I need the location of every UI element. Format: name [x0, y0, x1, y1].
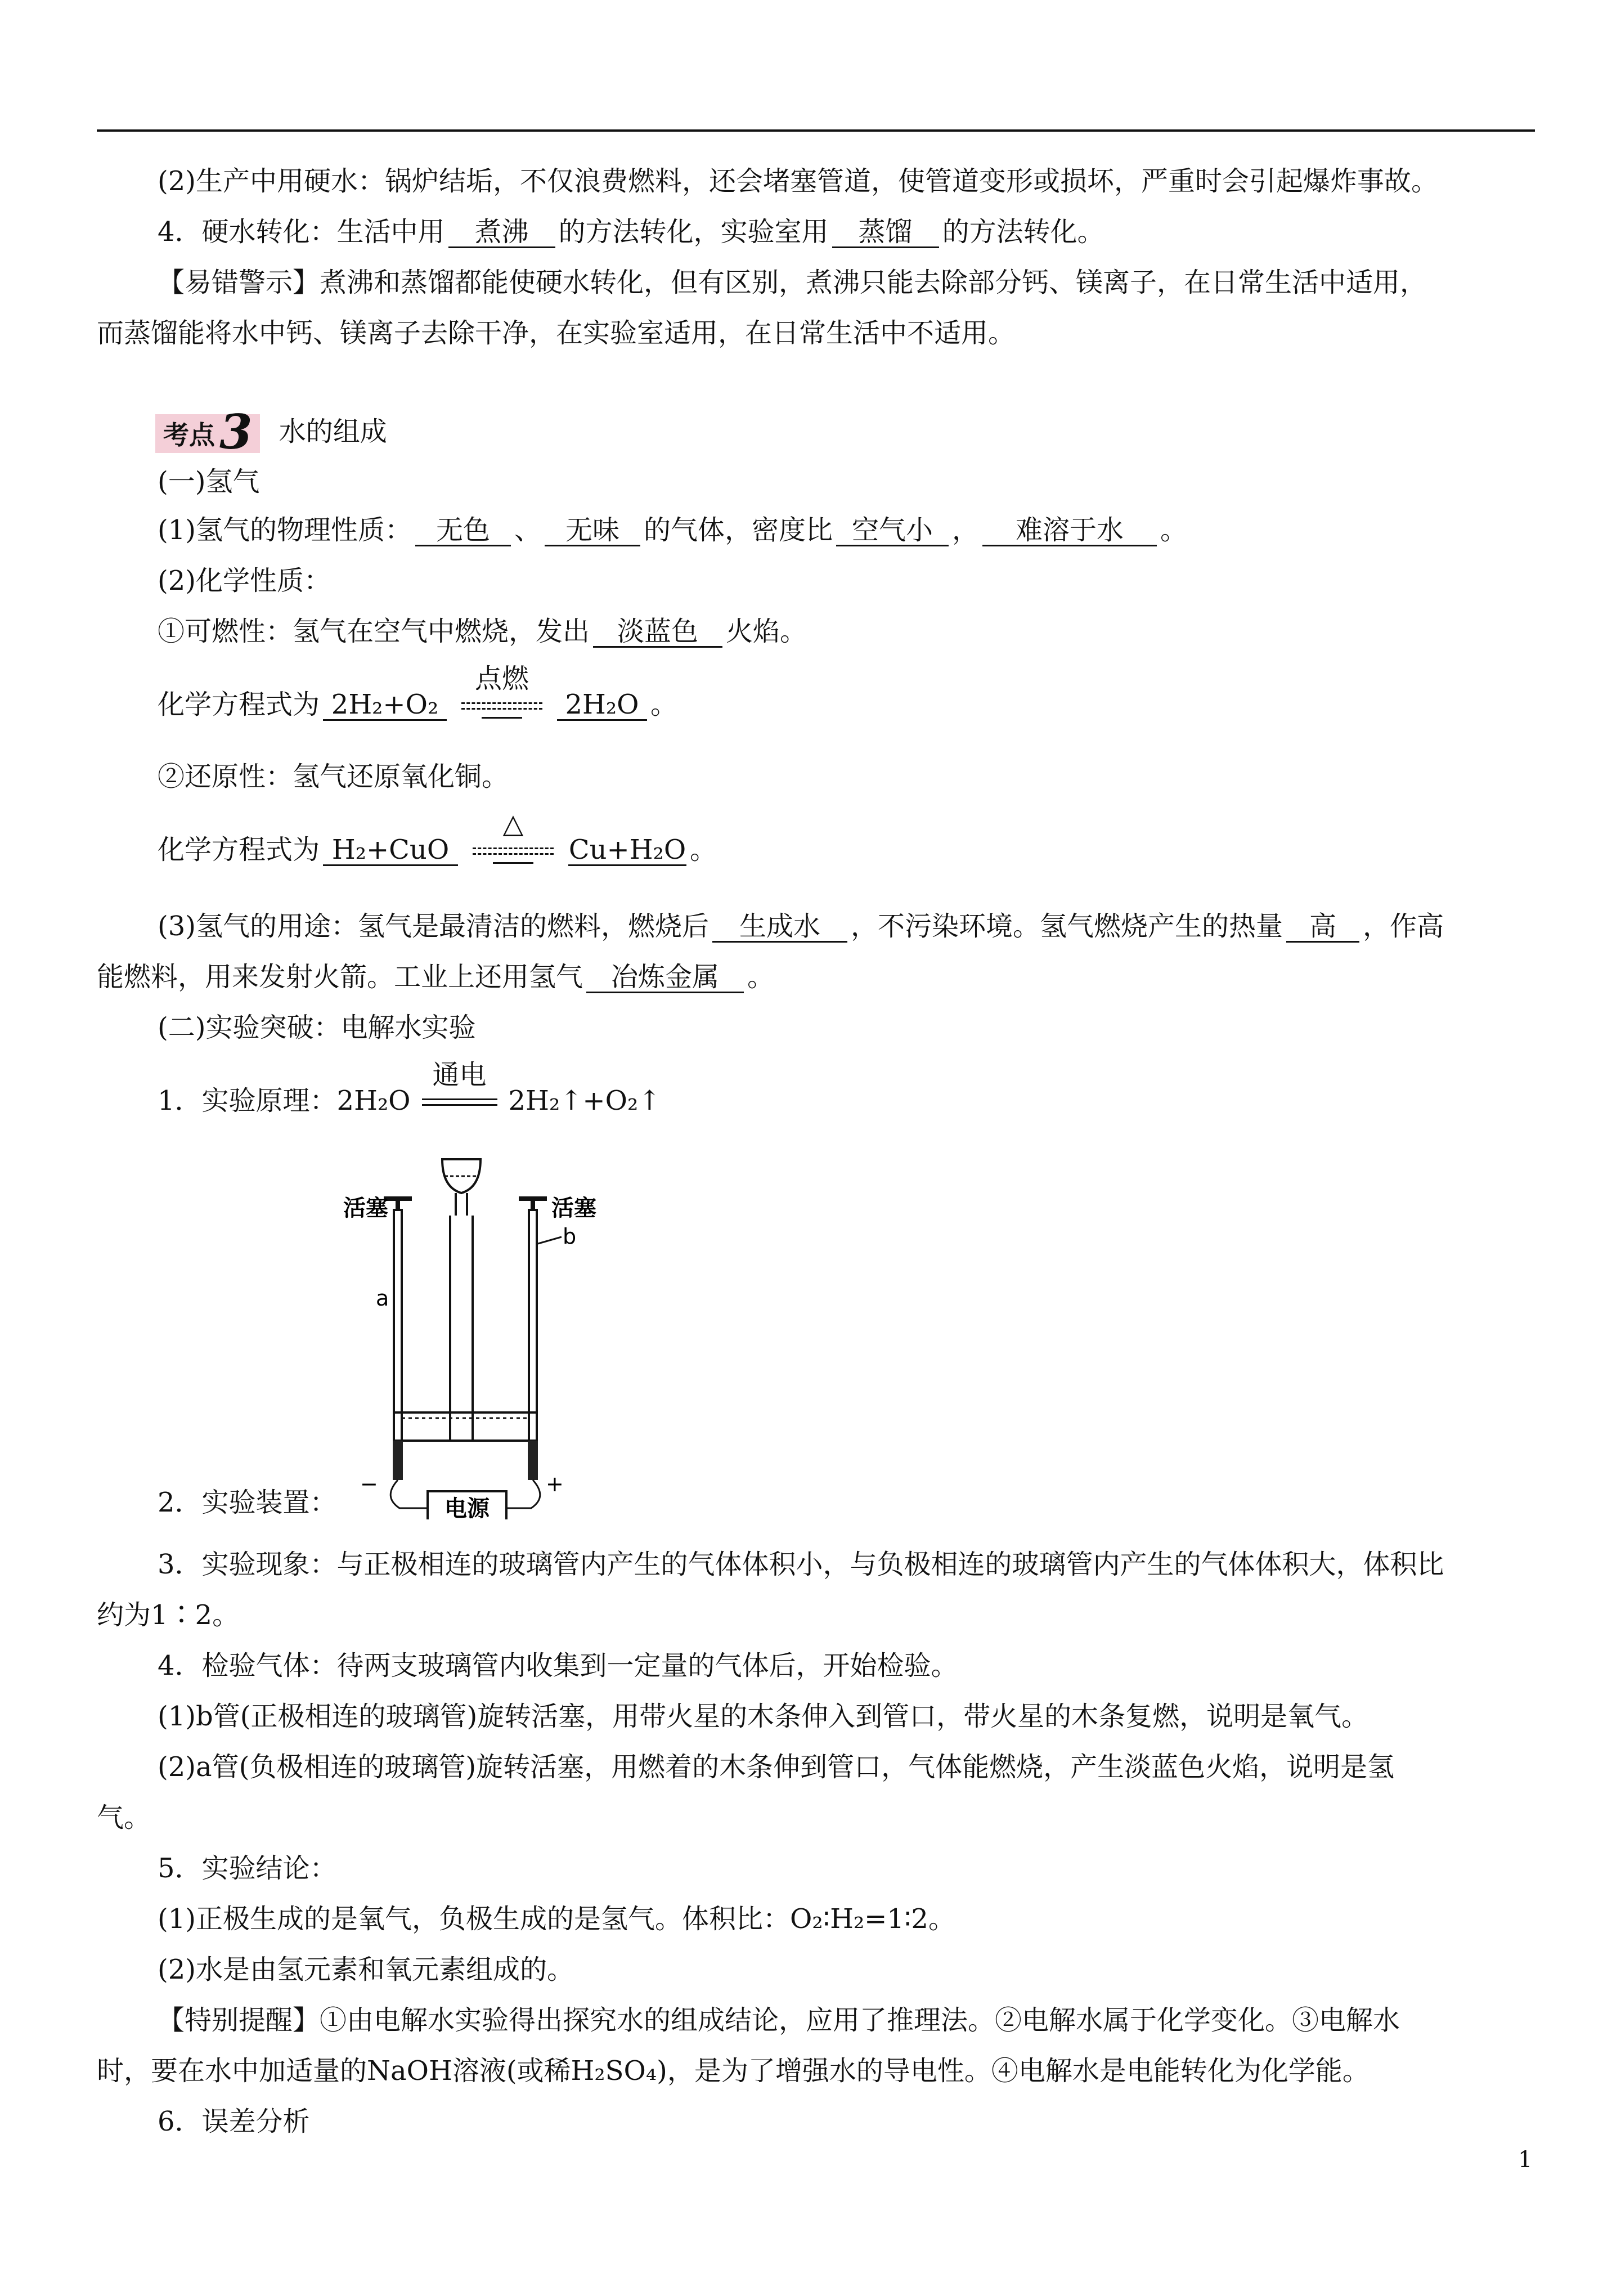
text-line: 4．检验气体：待两支玻璃管内收集到一定量的气体后，开始检验。: [158, 1650, 958, 1681]
reaction-condition: 点燃: [457, 690, 547, 724]
answer-blank: 高: [1286, 912, 1359, 943]
reaction-condition: 通电: [417, 1086, 502, 1120]
text-line: 【易错警示】煮沸和蒸馏都能使硬水转化，但有区别，煮沸只能去除部分钙、镁离子，在日常生活中适用，: [158, 267, 1427, 298]
text-line: (2)a管(负极相连的玻璃管)旋转活塞，用燃着的木条伸到管口，气体能燃烧，产生淡蓝色火焰，说明是氢: [158, 1751, 1395, 1783]
text-line: 5．实验结论：: [158, 1853, 337, 1884]
power-source-label: 电源: [444, 1496, 490, 1519]
text-line: 而蒸馏能将水中钙、镁离子去除干净，在实验室适用，在日常生活中不适用。: [97, 317, 1016, 349]
page-number: 1: [1518, 2147, 1533, 2173]
text-line: 2．实验装置：: [158, 1487, 337, 1518]
answer-blank: 无色: [415, 515, 511, 546]
section-title: 水的组成: [279, 416, 387, 447]
text-line: (1)氢气的物理性质： 无色 、 无味 的气体，密度比 空气小 ， 难溶于水 。: [158, 514, 1188, 546]
electrolysis-apparatus-diagram: [338, 1154, 630, 1519]
text-line: (2)水是由氢元素和氧元素组成的。: [158, 1954, 574, 1985]
equation-lhs: H₂+CuO: [323, 835, 458, 866]
answer-blank: 冶炼金属: [586, 962, 744, 993]
equation-lhs: 2H₂+O₂: [323, 690, 447, 721]
text-segment: 4．硬水转化：生活中用: [158, 216, 445, 248]
answer-blank: 煮沸: [448, 217, 555, 248]
text-line: 【特别提醒】①由电解水实验得出探究水的组成结论，应用了推理法。②电解水属于化学变化。③电解水: [158, 2004, 1400, 2036]
answer-blank: 生成水: [712, 912, 847, 943]
text-line: 能燃料，用来发射火箭。工业上还用氢气 冶炼金属 。: [97, 961, 775, 993]
subsection-heading: (二)实验突破：电解水实验: [158, 1012, 476, 1043]
text-line: ①可燃性：氢气在空气中燃烧，发出 淡蓝色 火焰。: [158, 616, 807, 647]
equation-line: 1．实验原理：2H₂O 通电 2H₂↑+O₂↑: [158, 1084, 661, 1120]
tube-label-a: a: [376, 1286, 389, 1311]
section-badge: 考点3: [155, 414, 260, 453]
text-segment: 的方法转化。: [942, 216, 1104, 248]
tube-label-b: b: [563, 1224, 577, 1249]
text-line: 6．误差分析: [158, 2106, 310, 2137]
text-line: ②还原性：氢气还原氧化铜。: [158, 761, 509, 792]
text-line: (1)正极生成的是氧气，负极生成的是氢气。体积比：O₂∶H₂=1∶2。: [158, 1903, 955, 1935]
equation-rhs: Cu+H₂O: [568, 834, 686, 866]
answer-blank: 无味: [545, 515, 640, 546]
answer-blank: 淡蓝色: [593, 617, 722, 648]
answer-blank: 蒸馏: [832, 217, 939, 248]
text-line: (2)生产中用硬水：锅炉结垢，不仅浪费燃料，还会堵塞管道，使管道变形或损坏，严重时会引起爆炸事故。: [158, 165, 1438, 197]
section-heading: [155, 404, 387, 460]
stopcock-label-left: 活塞: [343, 1195, 388, 1221]
answer-blank: 难溶于水: [982, 515, 1157, 546]
reaction-condition: △: [468, 835, 558, 869]
text-segment: 的方法转化，实验室用: [558, 216, 829, 248]
text-line: 时，要在水中加适量的NaOH溶液(或稀H₂SO₄)，是为了增强水的导电性。④电解水是电能转化为化学能。: [97, 2055, 1369, 2087]
text-line: 3．实验现象：与正极相连的玻璃管内产生的气体体积小，与负极相连的玻璃管内产生的气体体积大，体积比: [158, 1549, 1444, 1580]
equation-line: 化学方程式为 2H₂+O₂ 点燃 2H₂O 。: [158, 688, 677, 724]
text-line: (1)b管(正极相连的玻璃管)旋转活塞，用带火星的木条伸入到管口，带火星的木条复燃，说明是氧气。: [158, 1701, 1369, 1732]
text-line: 气。: [97, 1802, 151, 1833]
text-line: 约为1∶2。: [97, 1599, 240, 1631]
positive-terminal-label: +: [546, 1472, 564, 1496]
text-line: (3)氢气的用途：氢气是最清洁的燃料，燃烧后 生成水 ，不污染环境。氢气燃烧产生的热量 高 ，作高: [158, 911, 1444, 942]
equation-line: 化学方程式为 H₂+CuO △ Cu+H₂O 。: [158, 833, 717, 869]
subsection-heading: (一)氢气: [158, 466, 260, 497]
text-line: (2)化学性质：: [158, 565, 331, 597]
stopcock-label-right: 活塞: [551, 1195, 596, 1221]
negative-terminal-label: −: [360, 1472, 378, 1496]
equation-rhs: 2H₂O: [557, 690, 647, 721]
header-rule: [97, 129, 1535, 132]
text-line: [158, 215, 1104, 249]
answer-blank: 空气小: [836, 515, 949, 546]
